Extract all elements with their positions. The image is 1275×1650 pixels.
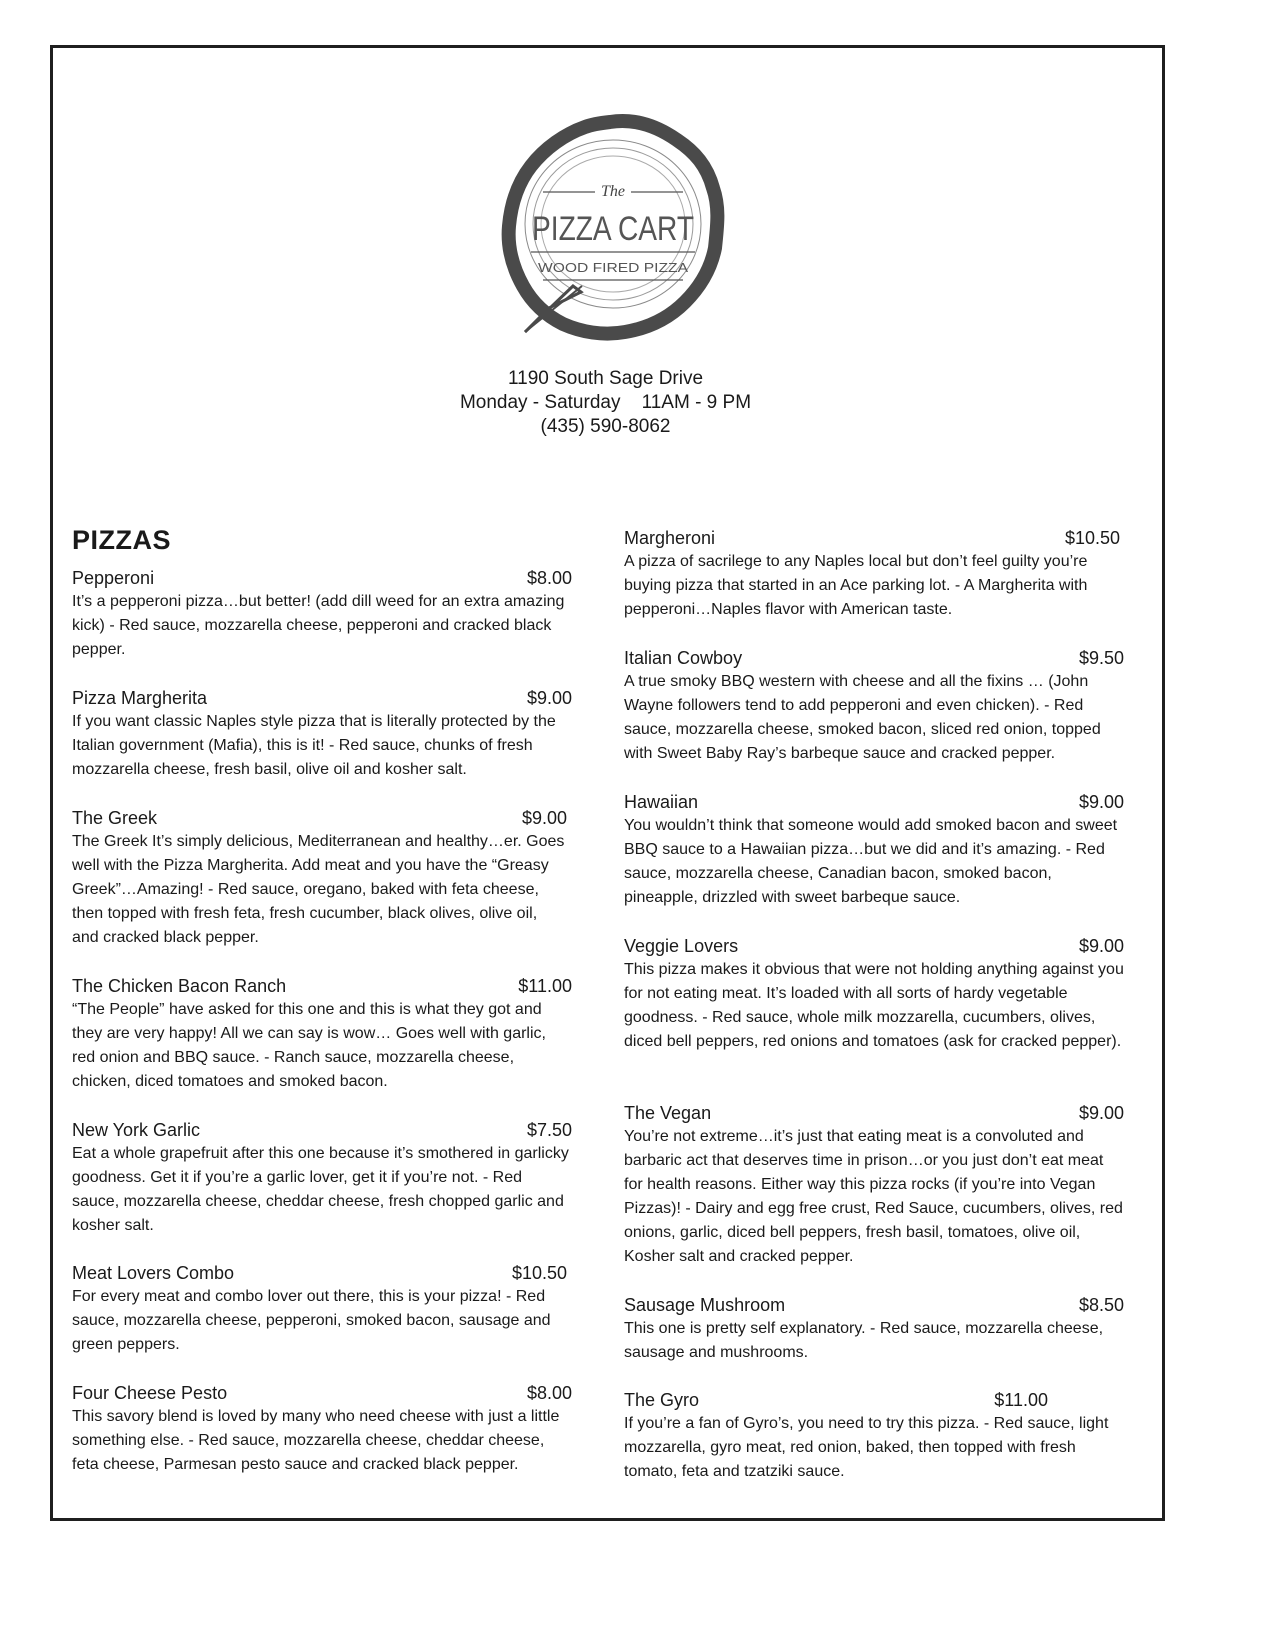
item-price: $9.00: [1078, 936, 1124, 956]
item-price: $9.00: [1078, 1103, 1124, 1123]
item-price: $8.00: [526, 568, 572, 588]
item-price: $9.00: [1078, 792, 1124, 812]
item-name: Veggie Lovers: [624, 936, 739, 956]
item-price: $11.00: [518, 976, 572, 996]
item-price: $9.00: [521, 808, 567, 828]
phone: (435) 590-8062: [540, 416, 671, 437]
item-name: Margheroni: [624, 528, 716, 548]
logo-tagline: WOOD FIRED PIZZA: [538, 260, 689, 275]
item-description: Eat a whole grapefruit after this one because it’s smothered in garlicky goodness. Get it if you’re a garlic lover, get it if you’re not. - Red sauce, mozzarella cheese, cheddar cheese, fresh chopped garlic and kosher salt.: [72, 1145, 569, 1234]
menu-item: [72, 686, 572, 782]
hours: Monday - Saturday 11AM - 9 PM: [459, 392, 752, 413]
item-description: For every meat and combo lover out there, this is your pizza! - Red sauce, mozzarella cheese, pepperoni, smoked bacon, sausage and green peppers.: [72, 1288, 551, 1353]
item-name: Pizza Margherita: [72, 688, 208, 708]
item-price: $11.00: [994, 1390, 1048, 1410]
menu-item: [72, 1381, 572, 1477]
item-name: Sausage Mushroom: [624, 1295, 786, 1315]
menu-item: [624, 1293, 1124, 1365]
contact-info: [0, 367, 1211, 439]
section-title: PIZZAS: [72, 525, 172, 555]
item-price: $9.00: [526, 688, 572, 708]
item-name: Hawaiian: [624, 792, 699, 812]
item-description: A true smoky BBQ western with cheese and all the fixins … (John Wayne followers tend to add pepperoni and even chicken). - Red sauce, mozzarella cheese, smoked bacon, sliced red onion, topped with Sweet Baby Ray’s barbeque sauce and cracked pepper.: [624, 673, 1101, 762]
item-description: This pizza makes it obvious that were not holding anything against you for not eating meat. It’s loaded with all sorts of hardy vegetable goodness. - Red sauce, whole milk mozzarella, cucumbers, olives, diced bell peppers, red onions and tomatoes (ask for cracked pepper).: [624, 961, 1124, 1050]
logo-name: PIZZA CART: [532, 210, 694, 248]
item-description: It’s a pepperoni pizza…but better! (add dill weed for an extra amazing kick) - Red sauce, mozzarella cheese, pepperoni and cracked black pepper.: [72, 593, 565, 658]
address: 1190 South Sage Drive: [507, 368, 704, 389]
item-description: You wouldn’t think that someone would add smoked bacon and sweet BBQ sauce to a Hawaiian pizza…but we did and it’s amazing. - Red sauce, mozzarella cheese, Canadian bacon, smoked bacon, pineapple, drizzled with sweet barbeque sauce.: [624, 817, 1118, 906]
menu-item: [624, 646, 1124, 766]
menu-item: [624, 1388, 1124, 1484]
item-name: Pepperoni: [72, 568, 155, 588]
item-description: The Greek It’s simply delicious, Mediterranean and healthy…er. Goes well with the Pizza Margherita. Add meat and you have the “Greasy Greek”…Amazing! - Red sauce, oregano, baked with feta cheese, then topped with fresh feta, fresh cucumber, black olives, olive oil, and cracked black pepper.: [72, 833, 565, 946]
item-description: “The People” have asked for this one and this is what they got and they are very happy! All we can say is wow… Goes well with garlic, red onion and BBQ sauce. - Ranch sauce, mozzarella cheese, chicken, diced tomatoes and smoked bacon.: [72, 1001, 546, 1090]
menu-item: [72, 806, 567, 950]
menu-item: [624, 790, 1124, 910]
menu-item: [72, 974, 572, 1094]
item-description: This savory blend is loved by many who need cheese with just a little something else. - Red sauce, mozzarella cheese, cheddar cheese, feta cheese, Parmesan pesto sauce and cracked black pepper.: [72, 1408, 560, 1473]
item-description: You’re not extreme…it’s just that eating meat is a convoluted and barbaric act that deserves time in prison…or you just don’t eat meat for health reasons. Either way this pizza rocks (if you’re into Vegan Pizzas)! - Dairy and egg free crust, Red Sauce, cucumbers, olives, red onions, garlic, diced bell peppers, fresh basil, tomatoes, olive oil, Kosher salt and cracked pepper.: [624, 1128, 1123, 1265]
item-price: $8.50: [1078, 1295, 1124, 1315]
item-name: Meat Lovers Combo: [72, 1263, 235, 1283]
item-price: $9.50: [1078, 648, 1124, 668]
logo-the: The: [601, 183, 625, 200]
item-name: Four Cheese Pesto: [72, 1383, 228, 1403]
menu-item: [72, 1261, 567, 1357]
menu-item: [624, 1101, 1124, 1269]
item-price: $10.50: [511, 1263, 567, 1283]
item-description: If you’re a fan of Gyro’s, you need to try this pizza. - Red sauce, light mozzarella, gyro meat, red onion, baked, then topped with fresh tomato, feta and tzatziki sauce.: [624, 1415, 1109, 1480]
menu-item: [624, 526, 1120, 622]
item-name: The Gyro: [624, 1390, 700, 1410]
item-name: New York Garlic: [72, 1120, 201, 1140]
menu-item: [72, 1118, 572, 1238]
item-name: The Vegan: [624, 1103, 712, 1123]
item-name: Italian Cowboy: [624, 648, 743, 668]
item-price: $8.00: [526, 1383, 572, 1403]
item-name: The Greek: [72, 808, 158, 828]
item-description: This one is pretty self explanatory. - Red sauce, mozzarella cheese, sausage and mushrooms.: [624, 1320, 1104, 1361]
item-price: $7.50: [526, 1120, 572, 1140]
item-name: The Chicken Bacon Ranch: [72, 976, 287, 996]
item-price: $10.50: [1064, 528, 1120, 548]
item-description: A pizza of sacrilege to any Naples local but don’t feel guilty you’re buying pizza that started in an Ace parking lot. - A Margherita with pepperoni…Naples flavor with American taste.: [624, 553, 1088, 618]
item-description: If you want classic Naples style pizza that is literally protected by the Italian government (Mafia), this is it! - Red sauce, chunks of fresh mozzarella cheese, fresh basil, olive oil and kosher salt.: [72, 713, 556, 778]
menu-item: [72, 566, 572, 662]
menu-item: [624, 934, 1124, 1054]
pizza-cart-logo: [485, 100, 735, 350]
